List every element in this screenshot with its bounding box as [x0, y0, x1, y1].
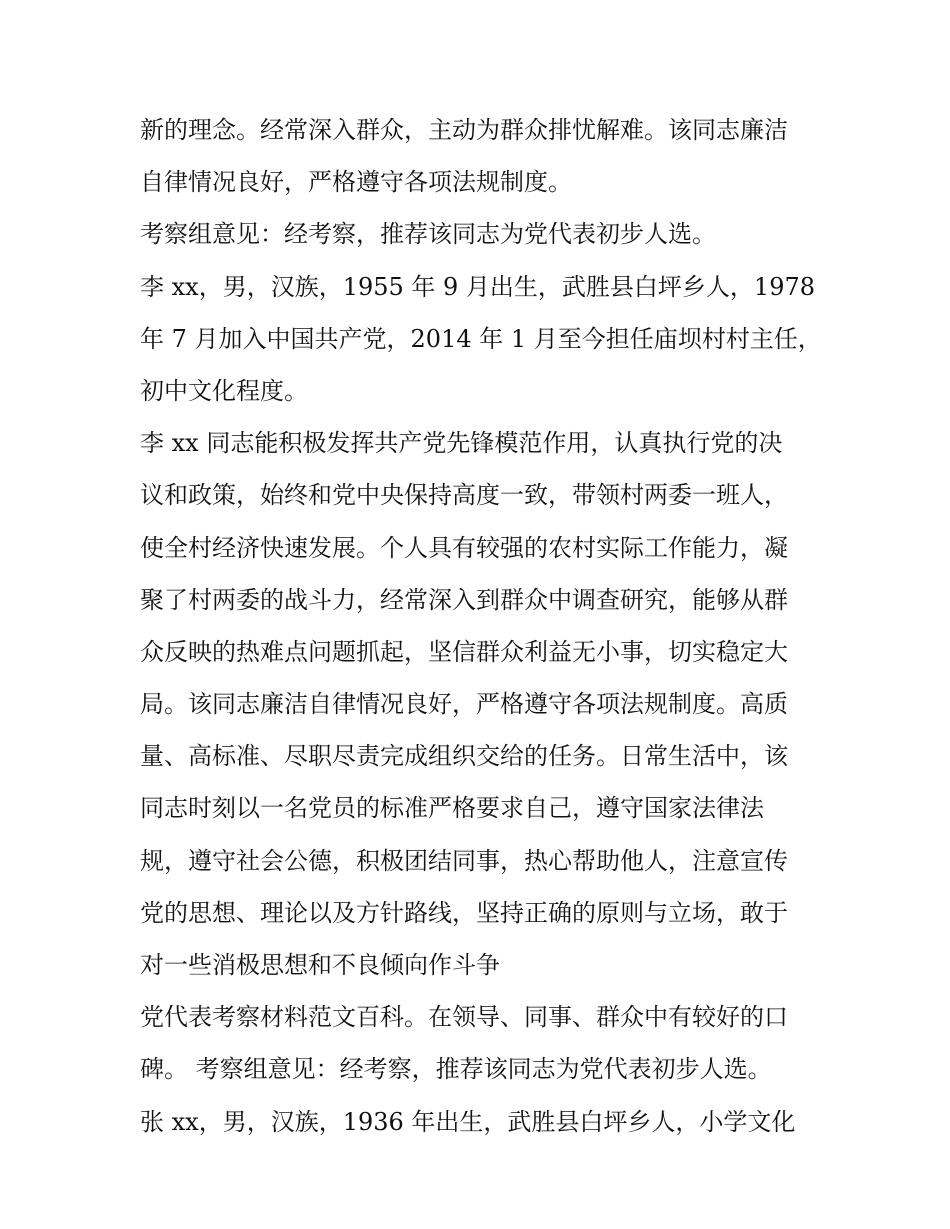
- text-line: 对一些消极思想和不良倾向作斗争: [140, 951, 500, 979]
- text-line: 党的思想、理论以及方针路线，坚持正确的原则与立场，敢于: [140, 898, 788, 927]
- text-line: 考察组意见：经考察，推荐该同志为党代表初步人选。: [140, 220, 716, 249]
- text-line: 聚了村两委的战斗力，经常深入到群众中调查研究，能够从群: [140, 585, 788, 614]
- text-line: 局。该同志廉洁自律情况良好，严格遵守各项法规制度。高质: [140, 690, 788, 719]
- text-line: 同志时刻以一名党员的标准严格要求自己，遵守国家法律法: [140, 794, 764, 823]
- text-line: 李 xx 同志能积极发挥共产党先锋模范作用，认真执行党的决: [140, 429, 783, 458]
- text-line: 使全村经济快速发展。个人具有较强的农村实际工作能力，凝: [140, 533, 788, 562]
- text-line: 规，遵守社会公德，积极团结同事，热心帮助他人，注意宣传: [140, 846, 788, 875]
- text-line: 新的理念。经常深入群众，主动为群众排忧解难。该同志廉洁: [140, 116, 788, 144]
- text-line: 量、高标准、尽职尽责完成组织交给的任务。日常生活中，该: [140, 742, 788, 771]
- text-line: 李 xx，男，汉族，1955 年 9 月出生，武胜县白坪乡人，1978: [140, 272, 816, 301]
- text-line: 党代表考察材料范文百科。在领导、同事、群众中有较好的口: [140, 1003, 788, 1032]
- text-line: 议和政策，始终和党中央保持高度一致，带领村两委一班人，: [140, 481, 788, 510]
- text-line: 众反映的热难点问题抓起，坚信群众利益无小事，切实稳定大: [140, 637, 788, 666]
- text-line: 张 xx，男，汉族，1936 年出生，武胜县白坪乡人，小学文化: [140, 1107, 796, 1136]
- text-line: 碑。 考察组意见：经考察，推荐该同志为党代表初步人选。: [140, 1055, 772, 1084]
- text-line: 自律情况良好，严格遵守各项法规制度。: [140, 168, 572, 197]
- document-body: [140, 104, 820, 1148]
- text-line: 初中文化程度。: [140, 376, 308, 405]
- text-line: 年 7 月加入中国共产党，2014 年 1 月至今担任庙坝村村主任，: [140, 324, 822, 353]
